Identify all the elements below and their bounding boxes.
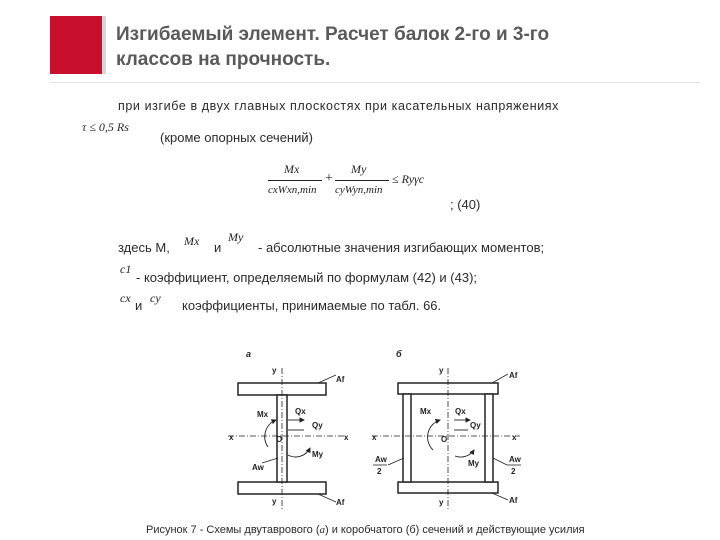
formula-rhs: ≤ Ryγc <box>392 172 425 186</box>
box-mx-label: Mx <box>420 407 432 416</box>
box-af-bottom-leader <box>492 493 508 500</box>
box-af-bottom-label: Af <box>509 496 518 505</box>
figure-caption-alpha: а <box>319 524 325 536</box>
i-beam-af-bottom-leader <box>318 494 336 502</box>
cx-and: и <box>135 298 143 313</box>
where-text: - абсолютные значения изгибающих моментов; <box>258 240 545 255</box>
box-left-web <box>403 394 411 482</box>
formula-den-1: cxWxn,min <box>268 184 317 196</box>
i-beam-y-bottom-label: y <box>272 497 277 506</box>
i-beam-x-left-label: x <box>229 433 234 442</box>
slide-title-line-1: Изгибаемый элемент. Расчет балок 2-го и 3-го <box>116 24 550 45</box>
box-y-bottom-label: y <box>439 498 444 507</box>
box-af-top-label: Af <box>509 371 518 380</box>
box-y-top-label: y <box>439 366 444 375</box>
i-beam-mx-label: Mx <box>257 410 269 419</box>
cx-text: коэффициенты, принимаемые по табл. 66. <box>182 298 442 313</box>
i-beam-section <box>228 349 349 510</box>
figure-caption-part-1: Рисунок 7 - Схемы двутаврового ( <box>146 524 320 536</box>
slide-title-line-2: классов на прочность. <box>116 49 331 70</box>
intro-text: при изгибе в двух главных плоскостях при касательных напряжениях <box>118 99 559 113</box>
formula-den-2: cyWyn,min <box>335 184 383 196</box>
box-right-web <box>485 394 493 482</box>
i-beam-mx-arrow <box>265 420 276 447</box>
c1-text: - коэффициент, определяемый по формулам (42) и (43); <box>136 270 478 285</box>
box-qy-label: Qy <box>470 421 481 430</box>
except-text: (кроме опорных сечений) <box>160 130 313 145</box>
box-aw-right-two: 2 <box>511 467 516 476</box>
i-beam-x-right-label: x <box>344 433 349 442</box>
box-my-label: My <box>468 459 480 468</box>
i-beam-aw-label: Aw <box>252 463 264 472</box>
cy-symbol: cy <box>150 291 161 305</box>
figure-caption <box>146 522 585 538</box>
c1-symbol: c1 <box>120 262 132 276</box>
box-x-right-label: x <box>512 433 517 442</box>
i-beam-qy-label: Qy <box>312 421 323 430</box>
i-beam-af-bottom-label: Af <box>336 498 345 507</box>
figure-caption-part-2: ) и коробчатого (б) сечений и действующие усилия <box>324 524 585 536</box>
i-beam-my-arrow <box>288 448 310 457</box>
where-and: и <box>214 240 222 255</box>
equation-number: ; (40) <box>450 197 481 212</box>
box-af-top-leader <box>492 374 508 383</box>
box-section <box>372 349 522 510</box>
i-beam-origin-label: O <box>276 435 283 444</box>
box-my-arrow <box>455 450 474 457</box>
where-my: My <box>228 230 244 244</box>
box-aw-right-label: Aw <box>509 455 521 464</box>
i-beam-qx-label: Qx <box>295 407 306 416</box>
where-mx: Mx <box>184 234 200 248</box>
box-x-left-label: x <box>372 433 377 442</box>
box-aw-left-leader <box>388 458 404 465</box>
box-aw-left-label: Aw <box>375 455 387 464</box>
box-aw-left-two: 2 <box>377 467 382 476</box>
box-aw-right-leader <box>493 458 507 465</box>
where-prefix: здесь М, <box>118 240 170 255</box>
formula-num-1: Mx <box>284 162 300 176</box>
cx-symbol: cx <box>120 291 131 305</box>
box-qx-label: Qx <box>455 407 466 416</box>
box-origin-label: O <box>441 435 448 444</box>
i-beam-my-label: My <box>312 450 324 459</box>
i-beam-af-top-label: Af <box>336 375 345 384</box>
box-mx-arrow <box>428 420 440 450</box>
i-beam-af-top-leader <box>318 375 336 383</box>
label-b: б <box>396 349 402 359</box>
i-beam-y-top-label: y <box>272 366 277 375</box>
label-a: а <box>246 349 252 359</box>
formula-plus: + <box>325 171 333 186</box>
i-beam-aw-leader <box>262 458 278 463</box>
formula-num-2: My <box>351 162 367 176</box>
tau-condition: τ ≤ 0,5 Rs <box>82 120 129 134</box>
